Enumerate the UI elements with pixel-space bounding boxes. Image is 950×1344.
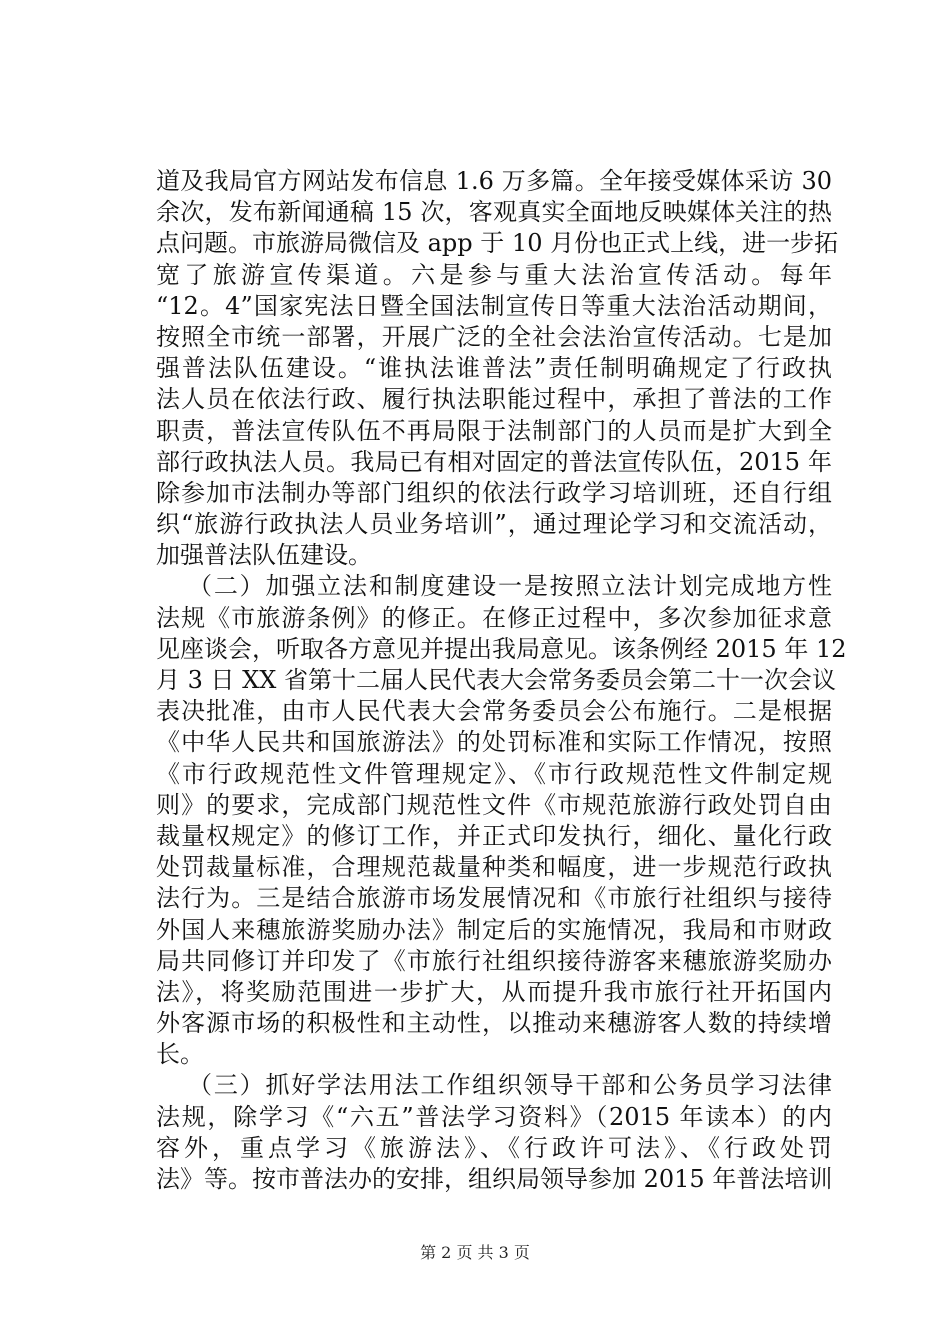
text-line: 法人员在依法行政、履行执法职能过程中，承担了普法的工作 [156, 385, 832, 414]
text-line: 《市行政规范性文件管理规定》、《市行政规范性文件制定规 [156, 759, 832, 788]
text-line: 外客源市场的积极性和主动性，以推动来穗游客人数的持续增 [156, 1009, 832, 1038]
text-line: 法规，除学习《“六五”普法学习资料》（2015 年读本）的内 [156, 1102, 832, 1131]
text-line: 道及我局官方网站发布信息 1.6 万多篇。全年接受媒体采访 30 [156, 167, 832, 195]
text-line: 表决批准，由市人民代表大会常务委员会公布施行。二是根据 [156, 697, 832, 726]
text-line: 除参加市法制办等部门组织的依法行政学习培训班，还自行组 [156, 478, 832, 507]
text-line: 月 3 日 XX 省第十二届人民代表大会常务委员会第二十一次会议 [156, 666, 836, 694]
text-line: 点问题。市旅游局微信及 app 于 10 月份也正式上线，进一步拓 [156, 229, 839, 258]
text-line: 余次，发布新闻通稿 15 次，客观真实全面地反映媒体关注的热 [156, 198, 832, 227]
page-footer: 第 2 页 共 3 页 [420, 1243, 530, 1262]
text-line: 宽了旅游宣传渠道。六是参与重大法治宣传活动。每年 [156, 260, 832, 289]
text-line: 加强普法队伍建设。 [156, 541, 372, 570]
text-line: 《中华人民共和国旅游法》的处罚标准和实际工作情况，按照 [156, 728, 832, 757]
text-line: 外国人来穗旅游奖励办法》制定后的实施情况，我局和市财政 [156, 915, 832, 944]
text-line: 法》等。按市普法办的安排，组织局领导参加 2015 年普法培训 [156, 1165, 833, 1193]
text-line: 见座谈会，听取各方意见并提出我局意见。该条例经 2015 年 12 [156, 634, 847, 663]
text-line: 法规《市旅游条例》的修正。在修正过程中，多次参加征求意 [156, 603, 832, 632]
text-line: 按照全市统一部署，开展广泛的全社会法治宣传活动。七是加 [156, 322, 832, 351]
text-line: 织“旅游行政执法人员业务培训”，通过理论学习和交流活动， [156, 510, 832, 539]
text-line: 处罚裁量标准，合理规范裁量种类和幅度，进一步规范行政执 [156, 853, 832, 882]
text-line: 法行为。三是结合旅游市场发展情况和《市旅行社组织与接待 [156, 884, 832, 913]
text-line: 则》的要求，完成部门规范性文件《市规范旅游行政处罚自由 [156, 790, 832, 819]
text-line: （三）抓好学法用法工作组织领导干部和公务员学习法律 [188, 1071, 832, 1100]
text-line: 法》，将奖励范围进一步扩大，从而提升我市旅行社开拓国内 [156, 977, 832, 1006]
text-line: 强普法队伍建设。“谁执法谁普法”责任制明确规定了行政执 [156, 354, 832, 383]
text-line: “12。4”国家宪法日暨全国法制宣传日等重大法治活动期间， [156, 291, 832, 320]
text-line: 局共同修订并印发了《市旅行社组织接待游客来穗旅游奖励办 [156, 946, 832, 975]
text-line: 长。 [156, 1040, 204, 1069]
text-line: 职责，普法宣传队伍不再局限于法制部门的人员而是扩大到全 [156, 416, 832, 445]
text-line: 容外，重点学习《旅游法》、《行政许可法》、《行政处罚 [156, 1133, 832, 1162]
document-body [156, 166, 847, 1195]
text-line: 部行政执法人员。我局已有相对固定的普法宣传队伍，2015 年 [156, 447, 832, 476]
text-line: 裁量权规定》的修订工作，并正式印发执行，细化、量化行政 [156, 821, 832, 850]
text-line: （二）加强立法和制度建设一是按照立法计划完成地方性 [188, 572, 832, 601]
